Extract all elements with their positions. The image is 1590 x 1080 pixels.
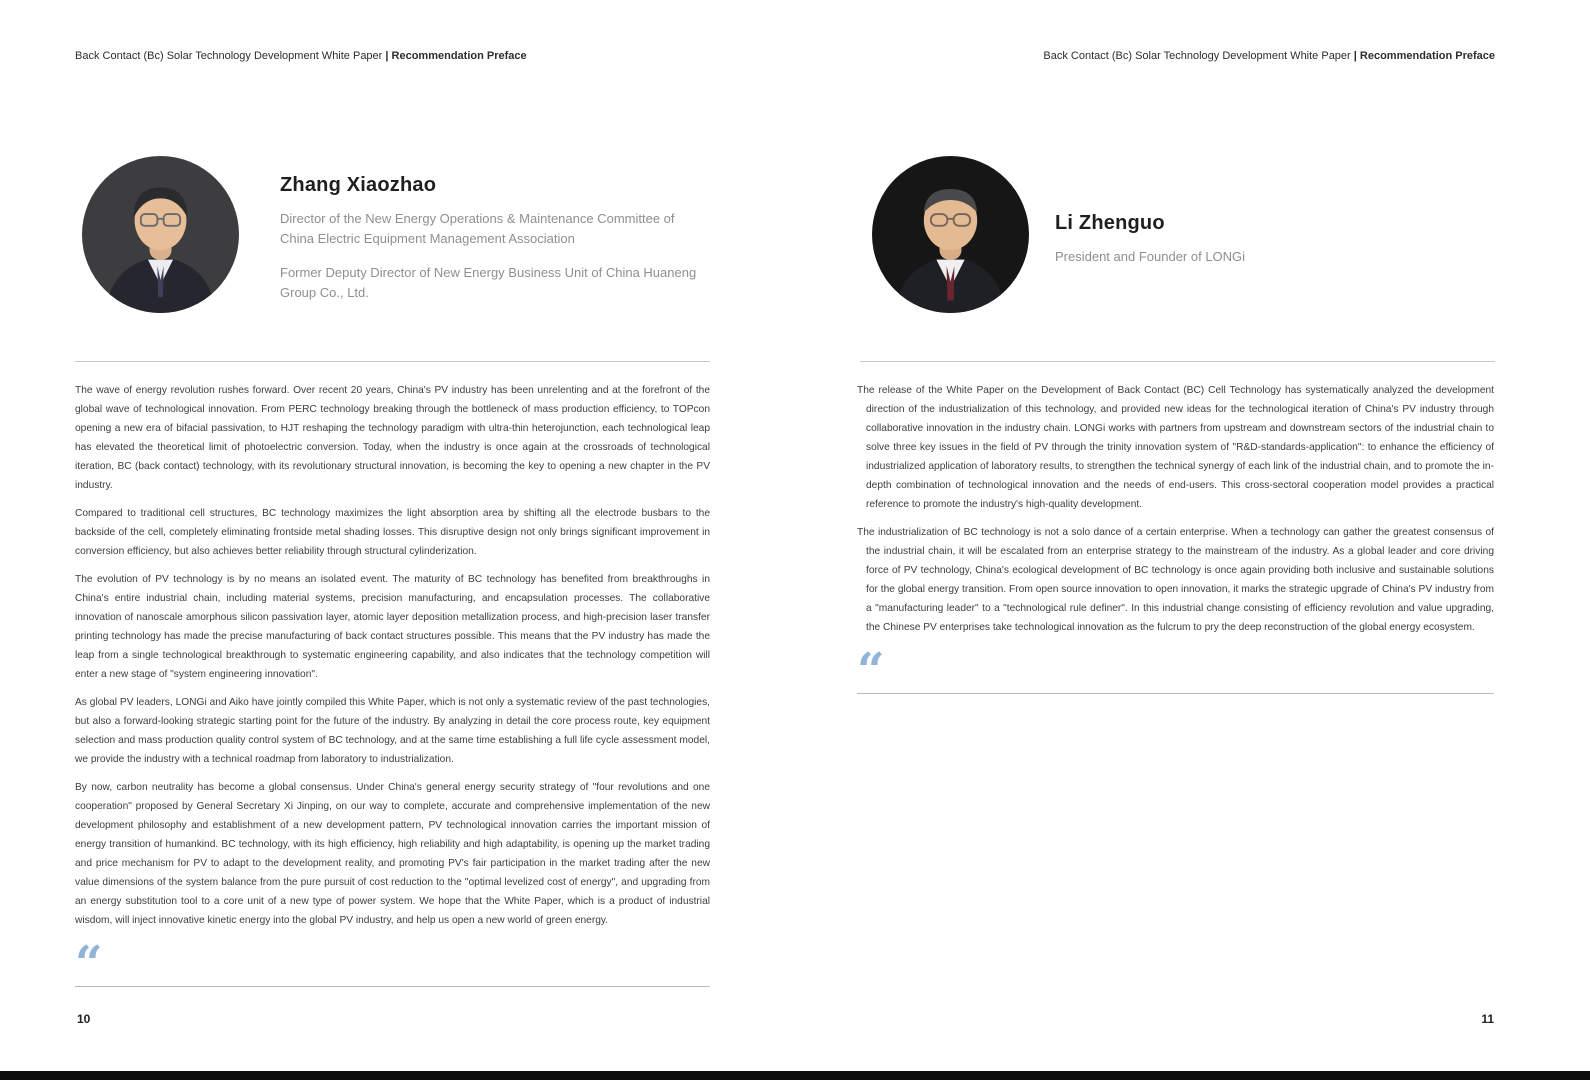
- header-section: | Recommendation Preface: [385, 50, 527, 62]
- person-title: Director of the New Energy Operations & Maintenance Committee of China Electric Equipment Management Association: [280, 211, 675, 247]
- person-avatar-icon: [872, 156, 1029, 313]
- body-paragraph: The industrialization of BC technology is not a solo dance of a certain enterprise. When a technology can gather the greatest consensus of the industrial chain, it will be escalated from an enterprise strategy to the mainstream of the industry. As a global leader and core driving force of PV technology, China's ecological development of BC technology is once again providing both inclusive and sustainable solutions for the global energy transition. From open source innovation to open innovation, it marks the strategic upgrade of China's PV industry from a "manufacturing leader" to a "technological rule definer". In this industrial change consisting of efficiency revolution and value upgrading, the Chinese PV enterprises take technological innovation as the fulcrum to pry the deep reconstruction of the global energy ecosystem.: [857, 527, 1494, 633]
- footer-divider: [75, 986, 710, 987]
- person-info: [1055, 212, 1385, 281]
- footer-divider: [857, 693, 1494, 694]
- section-divider: [860, 361, 1495, 362]
- page-right: [795, 0, 1590, 1080]
- person-name: Li Zhenguo: [1055, 212, 1165, 234]
- page-number: 11: [1481, 1012, 1494, 1026]
- page-content: [857, 381, 1494, 699]
- body-paragraph: Compared to traditional cell structures, BC technology maximizes the light absorption area by shifting all the electrode busbars to the backside of the cell, completely eliminating frontside metal shading losses. This disruptive design not only brings significant improvement in conversion efficiency, but also achieves better reliability through structural cylinderization.: [75, 508, 710, 557]
- page-content: [75, 381, 710, 992]
- person-avatar-icon: [82, 156, 239, 313]
- header-title: Back Contact (Bc) Solar Technology Development White Paper: [1043, 50, 1354, 62]
- person-info: [280, 174, 700, 318]
- quote-icon: “: [75, 936, 103, 992]
- portrait-photo: [82, 156, 239, 313]
- body-paragraph: The release of the White Paper on the Development of Back Contact (BC) Cell Technology has systematically analyzed the development direction of the industrialization of this technology, and provided new ideas for the technological iteration of China's PV industry through collaborative innovation in the industry chain. LONGi works with partners from upstream and downstream sectors of the industrial chain to solve three key issues in the field of PV through the trinity innovation system of "R&D-standards-application": to enhance the efficiency of industrialized application of laboratory results, to strengthen the technical synergy of each link of the industrial chain, and to promote the in-depth combination of technological innovation and the needs of end-users. This cross-sectoral cooperation model provides a practical reference to promote the industry's high-quality development.: [857, 385, 1494, 510]
- body-paragraph: The evolution of PV technology is by no means an isolated event. The maturity of BC technology has benefited from breakthroughs in China's entire industrial chain, including material systems, precision manufacturing, and encapsulation processes. The collaborative innovation of nanoscale amorphous silicon passivation layer, atomic layer deposition metallization process, and high-precision laser transfer printing technology has made the precise manufacturing of back contact structures possible. This means that the PV industry has made the leap from a single technological breakthrough to systematic engineering capability, and also indicates that the technology competition will enter a new stage of "system engineering innovation".: [75, 574, 710, 680]
- person-title: Former Deputy Director of New Energy Business Unit of China Huaneng Group Co., Ltd.: [280, 265, 697, 301]
- header-section: | Recommendation Preface: [1353, 50, 1495, 62]
- portrait-photo: [872, 156, 1029, 313]
- body-paragraph: The wave of energy revolution rushes forward. Over recent 20 years, China's PV industry has been unrelenting and at the forefront of the global wave of technological innovation. From PERC technology breaking through the bottleneck of mass production efficiency, to TOPcon opening a new era of bifacial passivation, to HJT reshaping the technology paradigm with ultra-thin heterojunction, each technological leap has elevated the theoretical limit of photoelectric conversion. Today, when the industry is once again at the crossroads of technological iteration, BC (back contact) technology, with its revolutionary structural innovation, is becoming the key to opening a new chapter in the PV industry.: [75, 385, 710, 491]
- body-paragraph: By now, carbon neutrality has become a global consensus. Under China's general energy security strategy of "four revolutions and one cooperation" proposed by General Secretary Xi Jinping, on our way to complete, accurate and comprehensive implementation of the new development philosophy and establishment of a new development pattern, PV technological innovation carries the important mission of energy transition of humankind. BC technology, with its high efficiency, high reliability and high adaptability, is opening up the market trading and price mechanism for PV to adapt to the development reality, and promoting PV's fair participation in the market trading after the new value dimensions of the system balance from the pure pursuit of cost reduction to the "optimal levelized cost of energy", and upgrading from an energy substitution tool to a core unit of a new type of power system. We hope that the White Paper, which is a product of industrial wisdom, will inject innovative kinetic energy into the global PV industry, and help us open a new world of green energy.: [75, 782, 710, 926]
- header-title: Back Contact (Bc) Solar Technology Development White Paper: [75, 50, 386, 62]
- preface-body: [857, 381, 1494, 637]
- person-name: Zhang Xiaozhao: [280, 174, 437, 196]
- quote-icon: “: [857, 643, 885, 699]
- body-paragraph: As global PV leaders, LONGi and Aiko have jointly compiled this White Paper, which is not only a systematic review of the past technologies, but also a forward-looking strategic starting point for the future of the industry. By analyzing in detail the core process route, key equipment selection and mass production quality control system of BC technology, and at the same time establishing a full life cycle assessment model, we provide the industry with a technical roadmap from laboratory to industrialization.: [75, 697, 710, 765]
- page-header: [1043, 50, 1495, 62]
- page-header: [75, 50, 527, 62]
- page-number: 10: [77, 1012, 91, 1026]
- person-title: President and Founder of LONGi: [1055, 249, 1246, 264]
- footer-bar: [0, 1071, 1590, 1080]
- section-divider: [75, 361, 710, 362]
- preface-body: [75, 381, 710, 930]
